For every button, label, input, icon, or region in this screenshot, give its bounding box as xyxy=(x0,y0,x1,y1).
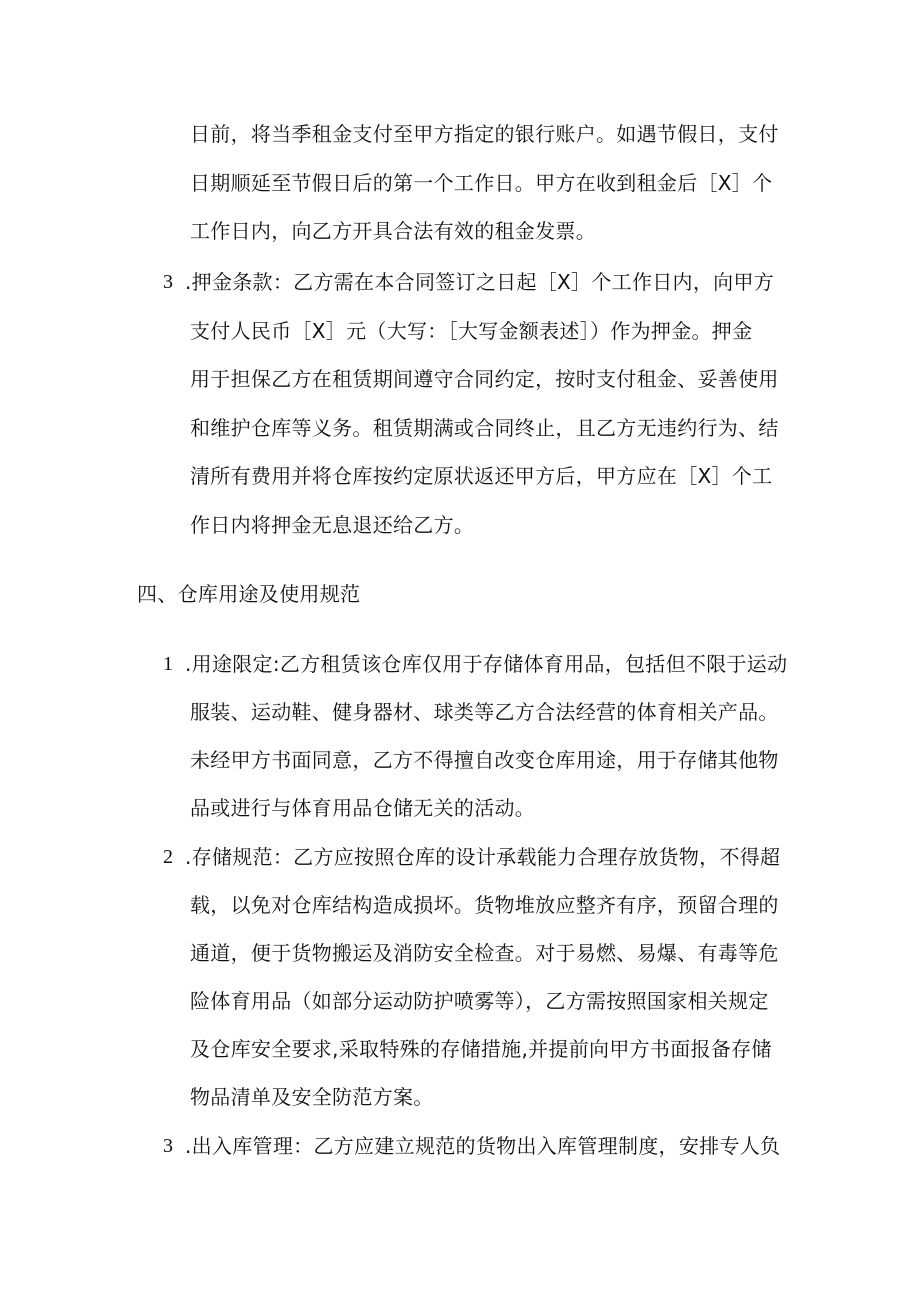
clause-line: 品或进行与体育用品仓储无关的活动。 xyxy=(190,796,536,820)
clause-line: .出入库管理：乙方应建立规范的货物出入库管理制度，安排专人负 xyxy=(185,1134,781,1158)
clause-line: 载，以免对仓库结构造成损坏。货物堆放应整齐有序，预留合理的 xyxy=(190,893,779,917)
clause-line: 用于担保乙方在租赁期间遵守合同约定，按时支付租金、妥善使用 xyxy=(190,367,779,391)
clause-line: 通道，便于货物搬运及消防安全检查。对于易燃、易爆、有毒等危 xyxy=(190,941,779,965)
clause-line: 服装、运动鞋、健身器材、球类等乙方合法经营的体育相关产品。 xyxy=(190,700,779,724)
item-number: 3 xyxy=(163,271,173,293)
clause-line: .押金条款：乙方需在本合同签订之日起［X］个工作日内，向甲方 xyxy=(185,270,775,294)
clause-line: .存储规范：乙方应按照仓库的设计承载能力合理存放货物，不得超 xyxy=(185,845,781,869)
clause-line: 清所有费用并将仓库按约定原状返还甲方后，甲方应在［X］个工 xyxy=(190,464,773,488)
item-number: 2 xyxy=(163,846,173,868)
item-number: 3 xyxy=(163,1135,173,1157)
clause-line: 支付人民币［X］元（大写：［大写金额表述］）作为押金。押金 xyxy=(190,319,753,343)
paragraph-line: 日期顺延至节假日后的第一个工作日。甲方在收到租金后［X］个 xyxy=(190,171,773,195)
clause-line: .用途限定:乙方租赁该仓库仅用于存储体育用品，包括但不限于运动 xyxy=(185,652,788,676)
clause-line: 作日内将押金无息退还给乙方。 xyxy=(190,513,475,537)
clause-line: 物品清单及安全防范方案。 xyxy=(190,1085,434,1109)
clause-line: 险体育用品（如部分运动防护喷雾等），乙方需按照国家相关规定 xyxy=(190,989,769,1013)
section-heading: 四、仓库用途及使用规范 xyxy=(137,582,361,606)
clause-line: 未经甲方书面同意，乙方不得擅自改变仓库用途，用于存储其他物 xyxy=(190,748,779,772)
item-number: 1 xyxy=(163,653,173,675)
paragraph-line: 工作日内，向乙方开具合法有效的租金发票。 xyxy=(190,219,596,243)
clause-line: 及仓库安全要求,采取特殊的存储措施,并提前向甲方书面报备存储 xyxy=(190,1037,772,1061)
clause-line: 和维护仓库等义务。租赁期满或合同终止，且乙方无违约行为、结 xyxy=(190,416,779,440)
paragraph-line: 日前，将当季租金支付至甲方指定的银行账户。如遇节假日，支付 xyxy=(190,122,779,146)
